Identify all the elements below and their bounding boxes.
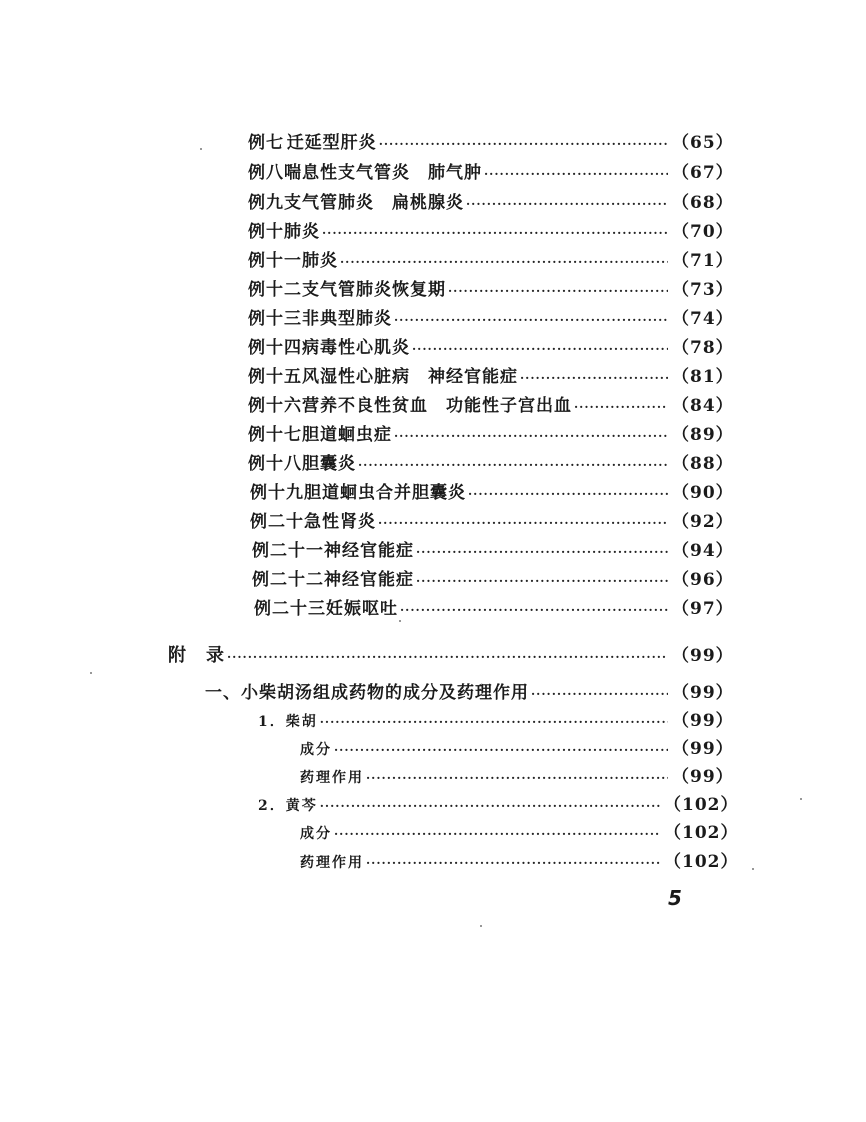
appendix-label: 附 录 bbox=[168, 645, 225, 666]
entry-title: 妊娠呕吐 bbox=[326, 599, 398, 619]
dot-leader bbox=[366, 763, 668, 793]
case-label: 例十七 bbox=[248, 425, 302, 445]
page-ref: （99） bbox=[672, 646, 734, 666]
case-label: 例十二 bbox=[248, 280, 302, 300]
subsection-entry bbox=[300, 734, 734, 764]
dot-leader bbox=[322, 218, 668, 248]
subsection-entry bbox=[300, 818, 739, 848]
dot-leader bbox=[334, 819, 660, 849]
dot-leader bbox=[484, 159, 668, 189]
dot-leader bbox=[379, 129, 668, 159]
page-ref: （68） bbox=[672, 193, 734, 213]
dot-leader bbox=[366, 848, 660, 878]
toc-entry bbox=[250, 478, 734, 508]
appendix-entry bbox=[168, 641, 734, 671]
subsection-title: 成分 bbox=[300, 742, 332, 758]
scan-speck bbox=[399, 620, 401, 622]
toc-entry bbox=[250, 507, 734, 537]
entry-title: 非典型肺炎 bbox=[302, 309, 392, 329]
page-ref: （97） bbox=[672, 599, 734, 619]
toc-entry bbox=[248, 391, 734, 421]
subsection-entry bbox=[258, 706, 734, 736]
page-ref: （102） bbox=[664, 795, 739, 815]
entry-title: 喘息性支气管炎 肺气肿 bbox=[284, 163, 482, 183]
case-label: 例十一 bbox=[248, 251, 302, 271]
entry-title: 肺炎 bbox=[284, 222, 320, 242]
page-ref: （78） bbox=[672, 338, 734, 358]
scan-speck bbox=[752, 868, 754, 870]
section-title: 一、小柴胡汤组成药物的成分及药理作用 bbox=[205, 683, 529, 703]
toc-entry bbox=[248, 449, 734, 479]
subsection-title: 1．柴胡 bbox=[258, 714, 318, 730]
case-label: 例二十一 bbox=[252, 541, 324, 561]
case-label: 例十九 bbox=[250, 483, 304, 503]
entry-title: 支气管肺炎恢复期 bbox=[302, 280, 446, 300]
entry-title: 肺炎 bbox=[302, 251, 338, 271]
toc-entry bbox=[254, 594, 734, 624]
dot-leader bbox=[412, 334, 668, 364]
scan-speck bbox=[200, 148, 202, 150]
dot-leader bbox=[394, 305, 668, 335]
dot-leader bbox=[448, 276, 668, 306]
page-ref: （102） bbox=[664, 823, 739, 843]
dot-leader bbox=[574, 392, 668, 422]
toc-entry bbox=[248, 362, 734, 392]
entry-title: 神经官能症 bbox=[324, 541, 414, 561]
toc-entry bbox=[252, 565, 734, 595]
entry-title: 营养不良性贫血 功能性子宫出血 bbox=[302, 396, 572, 416]
case-label: 例二十三 bbox=[254, 599, 326, 619]
dot-leader bbox=[227, 642, 668, 672]
case-label: 例二十 bbox=[250, 512, 304, 532]
page-ref: （65） bbox=[672, 133, 734, 153]
dot-leader bbox=[394, 421, 668, 451]
toc-entry bbox=[248, 217, 734, 247]
dot-leader bbox=[320, 707, 668, 737]
dot-leader bbox=[416, 537, 668, 567]
page-number: 5 bbox=[668, 886, 682, 910]
toc-entry bbox=[248, 188, 734, 218]
case-label: 例七 bbox=[248, 133, 284, 153]
case-label: 例十八 bbox=[248, 454, 302, 474]
page-ref: （89） bbox=[672, 425, 734, 445]
page-ref: （88） bbox=[672, 454, 734, 474]
page-ref: （84） bbox=[672, 396, 734, 416]
dot-leader bbox=[531, 679, 668, 709]
page-ref: （71） bbox=[672, 251, 734, 271]
toc-entry bbox=[248, 158, 734, 188]
entry-title: 支气管肺炎 扁桃腺炎 bbox=[284, 193, 464, 213]
subsection-title: 2．黄芩 bbox=[258, 798, 318, 814]
case-label: 例十四 bbox=[248, 338, 302, 358]
page-ref: （96） bbox=[672, 570, 734, 590]
subsection-title: 成分 bbox=[300, 826, 332, 842]
toc-entry bbox=[248, 420, 734, 450]
page-ref: （90） bbox=[672, 483, 734, 503]
entry-title: 神经官能症 bbox=[324, 570, 414, 590]
entry-title: 病毒性心肌炎 bbox=[302, 338, 410, 358]
toc-entry bbox=[248, 333, 734, 363]
page-ref: （94） bbox=[672, 541, 734, 561]
section-entry bbox=[205, 678, 734, 708]
scan-speck bbox=[90, 672, 92, 674]
subsection-title: 药理作用 bbox=[300, 855, 364, 871]
dot-leader bbox=[378, 508, 668, 538]
toc-entry bbox=[248, 128, 734, 158]
page-ref: （102） bbox=[664, 852, 739, 872]
subsection-title: 药理作用 bbox=[300, 770, 364, 786]
page-ref: （70） bbox=[672, 222, 734, 242]
entry-title: 胆囊炎 bbox=[302, 454, 356, 474]
dot-leader bbox=[400, 595, 668, 625]
toc-entry bbox=[248, 246, 734, 276]
entry-title: 风湿性心脏病 神经官能症 bbox=[302, 367, 518, 387]
entry-title: 胆道蛔虫合并胆囊炎 bbox=[304, 483, 466, 503]
scan-speck bbox=[480, 925, 482, 927]
case-label: 例十 bbox=[248, 222, 284, 242]
dot-leader bbox=[468, 479, 668, 509]
dot-leader bbox=[320, 791, 660, 821]
page-ref: （99） bbox=[672, 739, 734, 759]
page-ref: （99） bbox=[672, 683, 734, 703]
subsection-entry bbox=[258, 790, 739, 820]
dot-leader bbox=[520, 363, 668, 393]
case-label: 例九 bbox=[248, 193, 284, 213]
page-ref: （99） bbox=[672, 711, 734, 731]
toc-entry bbox=[248, 304, 734, 334]
case-label: 例十三 bbox=[248, 309, 302, 329]
entry-title: 胆道蛔虫症 bbox=[302, 425, 392, 445]
dot-leader bbox=[334, 735, 668, 765]
dot-leader bbox=[466, 189, 668, 219]
case-label: 例二十二 bbox=[252, 570, 324, 590]
case-label: 例八 bbox=[248, 163, 284, 183]
entry-title: 急性肾炎 bbox=[304, 512, 376, 532]
page-ref: （99） bbox=[672, 767, 734, 787]
page-ref: （67） bbox=[672, 163, 734, 183]
subsection-entry bbox=[300, 847, 739, 877]
dot-leader bbox=[358, 450, 668, 480]
case-label: 例十六 bbox=[248, 396, 302, 416]
page-ref: （73） bbox=[672, 280, 734, 300]
dot-leader bbox=[340, 247, 668, 277]
case-label: 例十五 bbox=[248, 367, 302, 387]
dot-leader bbox=[416, 566, 668, 596]
entry-title: 迁延型肝炎 bbox=[286, 133, 377, 153]
page-ref: （74） bbox=[672, 309, 734, 329]
scan-speck bbox=[800, 798, 802, 800]
toc-entry bbox=[252, 536, 734, 566]
page-ref: （81） bbox=[672, 367, 734, 387]
page-ref: （92） bbox=[672, 512, 734, 532]
subsection-entry bbox=[300, 762, 734, 792]
toc-entry bbox=[248, 275, 734, 305]
